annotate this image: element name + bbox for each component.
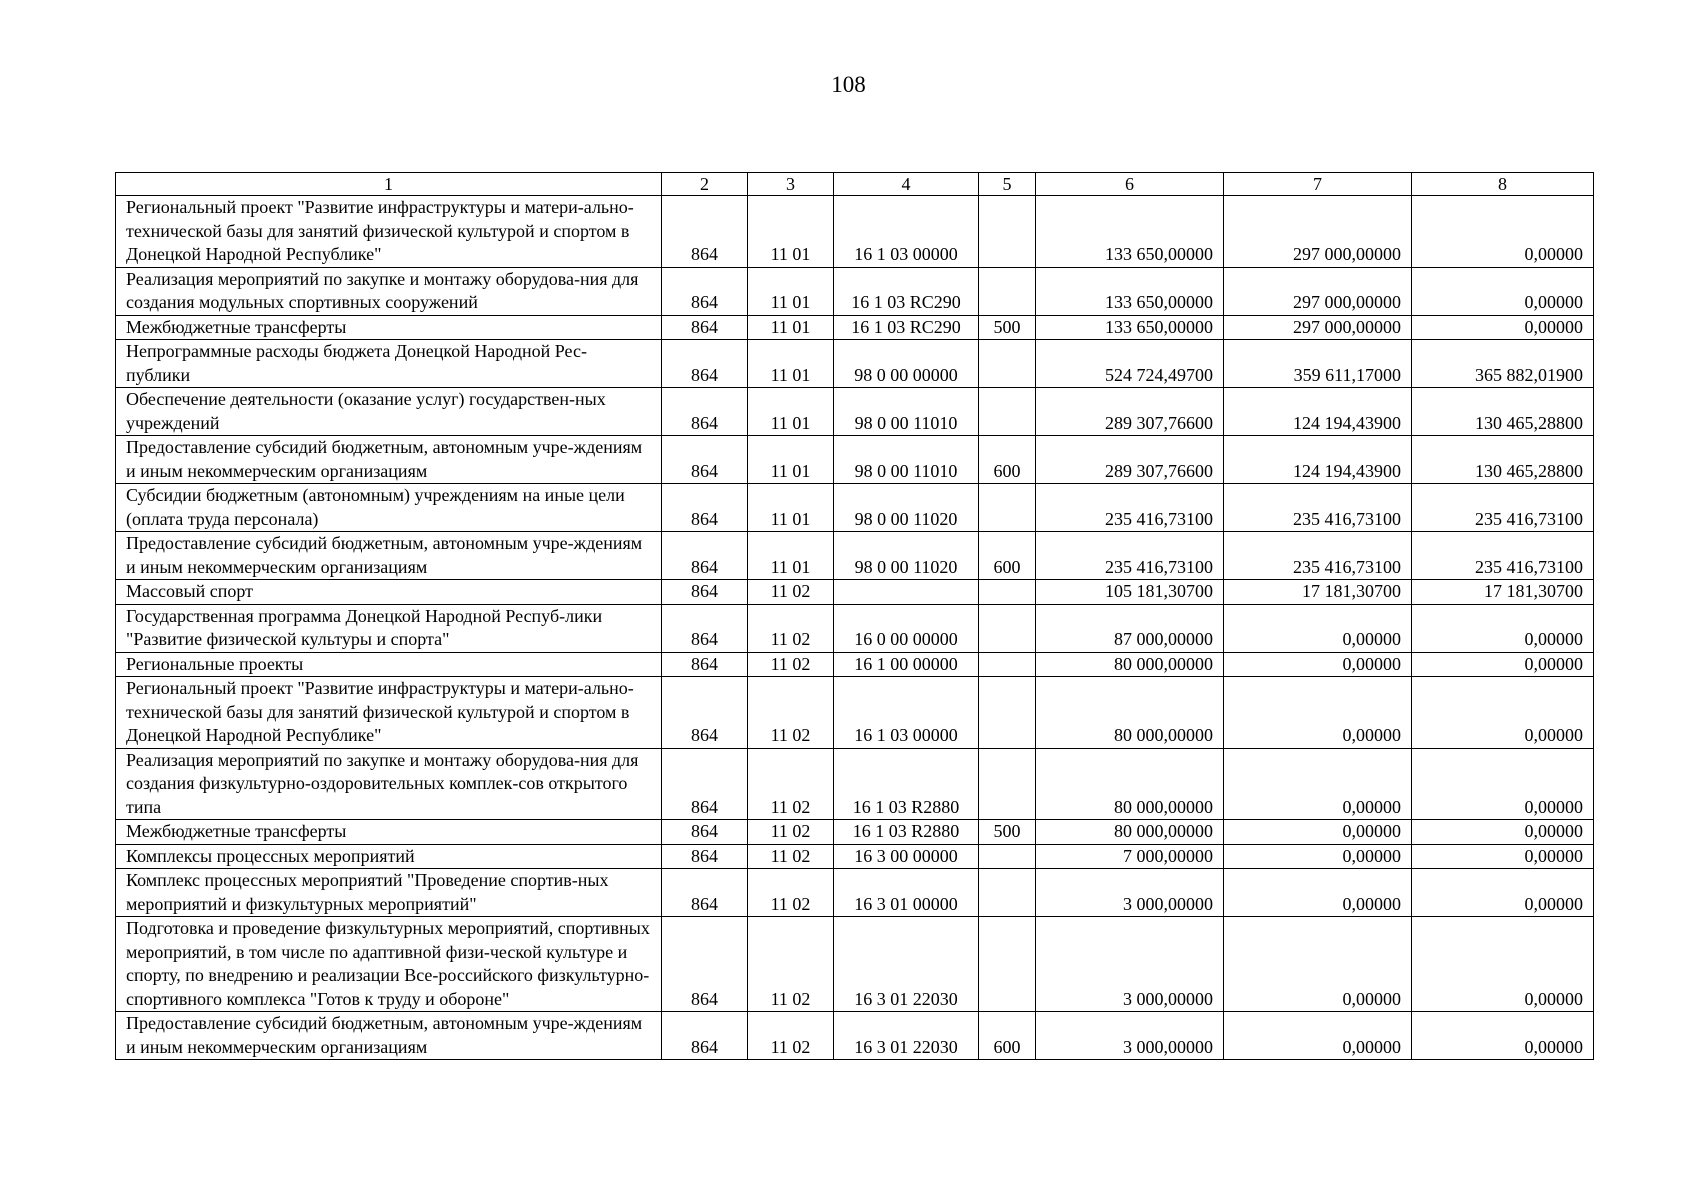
code-target: 16 1 03 00000 [834, 677, 979, 749]
code-target: 16 3 01 22030 [834, 917, 979, 1012]
table-row [116, 580, 1594, 605]
code-section: 11 01 [748, 267, 834, 315]
amount-col-8: 235 416,73100 [1412, 484, 1594, 532]
amount-col-6: 105 181,30700 [1036, 580, 1224, 605]
header-col-8: 8 [1412, 173, 1594, 196]
amount-col-8: 0,00000 [1412, 652, 1594, 677]
amount-col-8: 130 465,28800 [1412, 388, 1594, 436]
code-expense-type: 600 [979, 1012, 1036, 1060]
code-section: 11 02 [748, 844, 834, 869]
code-section: 11 02 [748, 677, 834, 749]
amount-col-7: 0,00000 [1224, 652, 1412, 677]
code-section: 11 02 [748, 604, 834, 652]
table-row [116, 1012, 1594, 1060]
table-row [116, 315, 1594, 340]
code-section: 11 02 [748, 917, 834, 1012]
amount-col-8: 0,00000 [1412, 196, 1594, 268]
amount-col-7: 0,00000 [1224, 869, 1412, 917]
code-expense-type [979, 869, 1036, 917]
code-target: 98 0 00 11020 [834, 484, 979, 532]
code-target: 16 3 01 22030 [834, 1012, 979, 1060]
table-row [116, 436, 1594, 484]
amount-col-7: 235 416,73100 [1224, 532, 1412, 580]
amount-col-6: 7 000,00000 [1036, 844, 1224, 869]
code-ved: 864 [662, 748, 748, 820]
code-target: 16 3 01 00000 [834, 869, 979, 917]
row-name: Межбюджетные трансферты [116, 315, 662, 340]
code-target: 16 3 00 00000 [834, 844, 979, 869]
amount-col-7: 297 000,00000 [1224, 267, 1412, 315]
code-ved: 864 [662, 340, 748, 388]
code-section: 11 01 [748, 196, 834, 268]
code-ved: 864 [662, 652, 748, 677]
code-expense-type [979, 917, 1036, 1012]
code-ved: 864 [662, 484, 748, 532]
row-name: Межбюджетные трансферты [116, 820, 662, 845]
row-name: Субсидии бюджетным (автономным) учреждениям на иные цели (оплата труда персонала) [116, 484, 662, 532]
amount-col-8: 235 416,73100 [1412, 532, 1594, 580]
table-row [116, 917, 1594, 1012]
amount-col-7: 0,00000 [1224, 917, 1412, 1012]
code-expense-type [979, 196, 1036, 268]
code-target: 16 1 03 RC290 [834, 315, 979, 340]
code-ved: 864 [662, 869, 748, 917]
code-target: 16 1 03 R2880 [834, 748, 979, 820]
amount-col-8: 0,00000 [1412, 267, 1594, 315]
code-expense-type [979, 340, 1036, 388]
code-ved: 864 [662, 844, 748, 869]
amount-col-6: 80 000,00000 [1036, 677, 1224, 749]
amount-col-8: 0,00000 [1412, 1012, 1594, 1060]
row-name: Государственная программа Донецкой Народной Респуб-лики "Развитие физической культуры и спорта" [116, 604, 662, 652]
table-row [116, 267, 1594, 315]
header-col-2: 2 [662, 173, 748, 196]
row-name: Подготовка и проведение физкультурных мероприятий, спортивных мероприятий, в том числе по адаптивной физи-ческой культуре и спорту, по внедрению и реализации Все-российского физкультурно-спортивного комплекса "Готов к труду и обороне" [116, 917, 662, 1012]
amount-col-8: 0,00000 [1412, 844, 1594, 869]
code-section: 11 02 [748, 580, 834, 605]
code-ved: 864 [662, 820, 748, 845]
code-section: 11 01 [748, 436, 834, 484]
code-ved: 864 [662, 917, 748, 1012]
amount-col-6: 3 000,00000 [1036, 869, 1224, 917]
header-col-1: 1 [116, 173, 662, 196]
amount-col-7: 124 194,43900 [1224, 436, 1412, 484]
code-ved: 864 [662, 604, 748, 652]
code-expense-type [979, 267, 1036, 315]
amount-col-7: 0,00000 [1224, 1012, 1412, 1060]
amount-col-6: 289 307,76600 [1036, 436, 1224, 484]
table-body [116, 196, 1594, 1060]
amount-col-7: 0,00000 [1224, 604, 1412, 652]
amount-col-7: 297 000,00000 [1224, 196, 1412, 268]
code-section: 11 01 [748, 388, 834, 436]
code-target: 16 1 03 RC290 [834, 267, 979, 315]
code-target: 16 1 00 00000 [834, 652, 979, 677]
amount-col-6: 524 724,49700 [1036, 340, 1224, 388]
amount-col-8: 0,00000 [1412, 820, 1594, 845]
code-expense-type [979, 677, 1036, 749]
code-ved: 864 [662, 580, 748, 605]
amount-col-6: 80 000,00000 [1036, 652, 1224, 677]
table-row [116, 677, 1594, 749]
code-expense-type [979, 604, 1036, 652]
amount-col-8: 0,00000 [1412, 917, 1594, 1012]
amount-col-7: 17 181,30700 [1224, 580, 1412, 605]
amount-col-6: 235 416,73100 [1036, 532, 1224, 580]
row-name: Предоставление субсидий бюджетным, автономным учре-ждениям и иным некоммерческим организациям [116, 436, 662, 484]
code-section: 11 02 [748, 820, 834, 845]
amount-col-7: 0,00000 [1224, 820, 1412, 845]
amount-col-6: 3 000,00000 [1036, 1012, 1224, 1060]
amount-col-7: 0,00000 [1224, 677, 1412, 749]
header-col-3: 3 [748, 173, 834, 196]
code-section: 11 02 [748, 1012, 834, 1060]
amount-col-7: 235 416,73100 [1224, 484, 1412, 532]
code-ved: 864 [662, 532, 748, 580]
page-number: 108 [831, 72, 866, 97]
code-target: 98 0 00 11020 [834, 532, 979, 580]
table-row [116, 196, 1594, 268]
code-expense-type [979, 388, 1036, 436]
row-name: Комплексы процессных мероприятий [116, 844, 662, 869]
amount-col-7: 0,00000 [1224, 748, 1412, 820]
amount-col-6: 133 650,00000 [1036, 267, 1224, 315]
table-row [116, 844, 1594, 869]
code-expense-type: 600 [979, 532, 1036, 580]
code-target: 16 0 00 00000 [834, 604, 979, 652]
row-name: Региональные проекты [116, 652, 662, 677]
amount-col-8: 365 882,01900 [1412, 340, 1594, 388]
table-row [116, 340, 1594, 388]
table-row [116, 748, 1594, 820]
table-row [116, 484, 1594, 532]
code-ved: 864 [662, 196, 748, 268]
header-row [116, 173, 1594, 196]
row-name: Предоставление субсидий бюджетным, автономным учре-ждениям и иным некоммерческим организациям [116, 532, 662, 580]
code-ved: 864 [662, 315, 748, 340]
amount-col-8: 0,00000 [1412, 604, 1594, 652]
code-section: 11 02 [748, 869, 834, 917]
row-name: Региональный проект "Развитие инфраструктуры и матери-ально-технической базы для занятий физической культурой и спортом в Донецкой Народной Республике" [116, 196, 662, 268]
amount-col-8: 0,00000 [1412, 677, 1594, 749]
code-ved: 864 [662, 436, 748, 484]
amount-col-7: 297 000,00000 [1224, 315, 1412, 340]
amount-col-6: 87 000,00000 [1036, 604, 1224, 652]
code-target: 98 0 00 11010 [834, 436, 979, 484]
code-expense-type [979, 652, 1036, 677]
code-ved: 864 [662, 1012, 748, 1060]
code-target: 16 1 03 R2880 [834, 820, 979, 845]
code-section: 11 01 [748, 484, 834, 532]
row-name: Региональный проект "Развитие инфраструктуры и матери-ально-технической базы для занятий физической культурой и спортом в Донецкой Народной Республике" [116, 677, 662, 749]
code-ved: 864 [662, 677, 748, 749]
header-col-4: 4 [834, 173, 979, 196]
code-expense-type: 500 [979, 820, 1036, 845]
header-col-6: 6 [1036, 173, 1224, 196]
code-expense-type [979, 484, 1036, 532]
table-row [116, 604, 1594, 652]
amount-col-6: 133 650,00000 [1036, 196, 1224, 268]
amount-col-8: 130 465,28800 [1412, 436, 1594, 484]
row-name: Обеспечение деятельности (оказание услуг) государствен-ных учреждений [116, 388, 662, 436]
amount-col-7: 0,00000 [1224, 844, 1412, 869]
amount-col-6: 133 650,00000 [1036, 315, 1224, 340]
table-header [116, 173, 1594, 196]
code-target: 98 0 00 11010 [834, 388, 979, 436]
amount-col-7: 124 194,43900 [1224, 388, 1412, 436]
code-expense-type [979, 748, 1036, 820]
code-expense-type: 600 [979, 436, 1036, 484]
code-expense-type [979, 844, 1036, 869]
code-section: 11 01 [748, 340, 834, 388]
amount-col-7: 359 611,17000 [1224, 340, 1412, 388]
row-name: Непрограммные расходы бюджета Донецкой Народной Рес-публики [116, 340, 662, 388]
budget-table [115, 172, 1594, 1060]
amount-col-8: 17 181,30700 [1412, 580, 1594, 605]
amount-col-6: 235 416,73100 [1036, 484, 1224, 532]
row-name: Реализация мероприятий по закупке и монтажу оборудова-ния для создания модульных спортивных сооружений [116, 267, 662, 315]
header-col-5: 5 [979, 173, 1036, 196]
code-expense-type [979, 580, 1036, 605]
code-target: 98 0 00 00000 [834, 340, 979, 388]
code-target [834, 580, 979, 605]
row-name: Реализация мероприятий по закупке и монтажу оборудова-ния для создания физкультурно-оздоровительных комплек-сов открытого типа [116, 748, 662, 820]
code-section: 11 02 [748, 652, 834, 677]
table-row [116, 869, 1594, 917]
amount-col-8: 0,00000 [1412, 869, 1594, 917]
code-section: 11 01 [748, 315, 834, 340]
amount-col-6: 80 000,00000 [1036, 820, 1224, 845]
row-name: Предоставление субсидий бюджетным, автономным учре-ждениям и иным некоммерческим организациям [116, 1012, 662, 1060]
amount-col-6: 289 307,76600 [1036, 388, 1224, 436]
code-section: 11 02 [748, 748, 834, 820]
amount-col-6: 3 000,00000 [1036, 917, 1224, 1012]
code-ved: 864 [662, 388, 748, 436]
code-expense-type: 500 [979, 315, 1036, 340]
table-row [116, 388, 1594, 436]
row-name: Комплекс процессных мероприятий "Проведение спортив-ных мероприятий и физкультурных мероприятий" [116, 869, 662, 917]
code-target: 16 1 03 00000 [834, 196, 979, 268]
code-ved: 864 [662, 267, 748, 315]
code-section: 11 01 [748, 532, 834, 580]
table-row [116, 532, 1594, 580]
row-name: Массовый спорт [116, 580, 662, 605]
amount-col-6: 80 000,00000 [1036, 748, 1224, 820]
header-col-7: 7 [1224, 173, 1412, 196]
amount-col-8: 0,00000 [1412, 748, 1594, 820]
table-row [116, 652, 1594, 677]
table-row [116, 820, 1594, 845]
amount-col-8: 0,00000 [1412, 315, 1594, 340]
